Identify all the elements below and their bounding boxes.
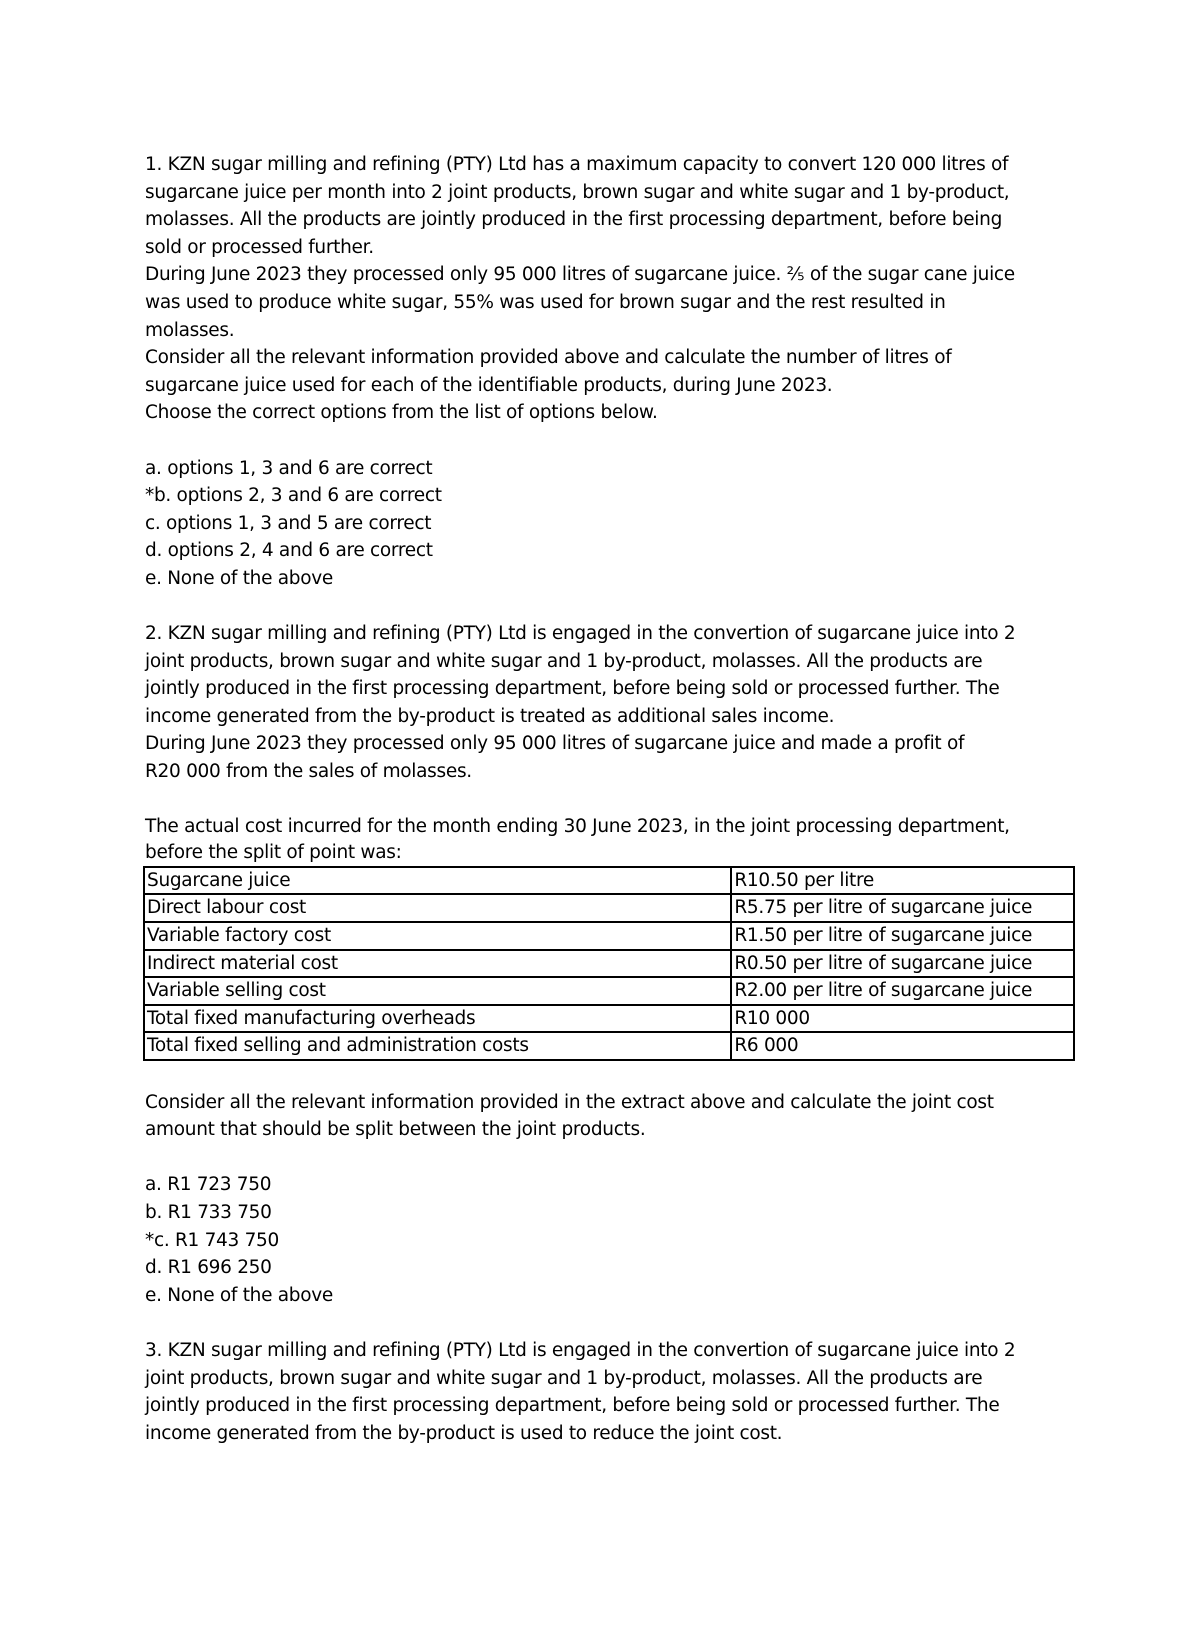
table-row [144, 867, 1074, 895]
question-2-option: d. R1 696 250 [145, 1257, 272, 1279]
paragraph-gap [145, 427, 1075, 455]
document-page [145, 151, 1075, 1447]
cost-label-cell: Variable factory cost [144, 922, 731, 950]
paragraph-gap [145, 1309, 1075, 1337]
question-3-line: joint products, brown sugar and white sugar and 1 by-product, molasses. All the products are [145, 1367, 983, 1389]
question-2-option: e. None of the above [145, 1284, 333, 1306]
cost-value-cell: R1.50 per litre of sugarcane juice [731, 922, 1074, 950]
question-2-line: joint products, brown sugar and white sugar and 1 by-product, molasses. All the products are [145, 650, 983, 672]
question-2-line: During June 2023 they processed only 95 000 litres of sugarcane juice and made a profit of [145, 733, 965, 755]
question-2-option: a. R1 723 750 [145, 1174, 272, 1196]
question-2-option: b. R1 733 750 [145, 1201, 272, 1223]
table-row [144, 922, 1074, 950]
question-1-line: molasses. [145, 319, 235, 341]
table-intro-line: before the split of point was: [145, 841, 402, 863]
question-2-option: *c. R1 743 750 [145, 1229, 279, 1251]
question-1-line: During June 2023 they processed only 95 000 litres of sugarcane juice. ⅖ of the sugar cane juice [145, 264, 1015, 286]
question-1-line: molasses. All the products are jointly produced in the first processing department, before being [145, 209, 1003, 231]
cost-value-cell: R5.75 per litre of sugarcane juice [731, 894, 1074, 922]
cost-value-cell: R6 000 [731, 1032, 1074, 1060]
cost-label-cell: Sugarcane juice [144, 867, 731, 895]
paragraph-gap [145, 1144, 1075, 1172]
question-2-line: income generated from the by-product is treated as additional sales income. [145, 705, 835, 727]
cost-label-cell: Direct labour cost [144, 894, 731, 922]
paragraph-gap [145, 1061, 1075, 1089]
question-2-line: jointly produced in the first processing department, before being sold or processed further. The [145, 678, 1000, 700]
question-1-option: d. options 2, 4 and 6 are correct [145, 540, 433, 562]
cost-label-cell: Total fixed selling and administration costs [144, 1032, 731, 1060]
cost-label-cell: Indirect material cost [144, 950, 731, 978]
table-row [144, 950, 1074, 978]
cost-label-cell: Total fixed manufacturing overheads [144, 1005, 731, 1033]
question-2-prompt-line: Consider all the relevant information provided in the extract above and calculate the joint cost [145, 1091, 994, 1113]
question-1-line: was used to produce white sugar, 55% was used for brown sugar and the rest resulted in [145, 291, 946, 313]
table-row [144, 1005, 1074, 1033]
question-2-prompt-line: amount that should be split between the joint products. [145, 1119, 646, 1141]
question-1 [145, 151, 1075, 593]
cost-label-cell: Variable selling cost [144, 977, 731, 1005]
question-1-line: sugarcane juice per month into 2 joint products, brown sugar and white sugar and 1 by-product, [145, 181, 1010, 203]
cost-value-cell: R10.50 per litre [731, 867, 1074, 895]
cost-value-cell: R0.50 per litre of sugarcane juice [731, 950, 1074, 978]
question-3 [145, 1337, 1075, 1447]
question-1-line: sugarcane juice used for each of the identifiable products, during June 2023. [145, 374, 833, 396]
question-1-option: e. None of the above [145, 567, 333, 589]
question-1-option: *b. options 2, 3 and 6 are correct [145, 485, 442, 507]
table-intro-line: The actual cost incurred for the month ending 30 June 2023, in the joint processing department, [145, 816, 1010, 838]
question-1-line: Consider all the relevant information provided above and calculate the number of litres of [145, 347, 952, 369]
question-1-line: Choose the correct options from the list of options below. [145, 402, 658, 424]
table-row [144, 1032, 1074, 1060]
paragraph-gap [145, 593, 1075, 621]
question-3-line: jointly produced in the first processing department, before being sold or processed further. The [145, 1395, 1000, 1417]
question-2-line: R20 000 from the sales of molasses. [145, 761, 472, 783]
question-1-option: c. options 1, 3 and 5 are correct [145, 512, 432, 534]
table-row [144, 894, 1074, 922]
cost-value-cell: R2.00 per litre of sugarcane juice [731, 977, 1074, 1005]
question-1-option: a. options 1, 3 and 6 are correct [145, 457, 433, 479]
question-1-line: sold or processed further. [145, 236, 374, 258]
cost-table [143, 866, 1075, 1061]
question-3-line: income generated from the by-product is used to reduce the joint cost. [145, 1422, 783, 1444]
paragraph-gap [145, 786, 1075, 814]
table-row [144, 977, 1074, 1005]
question-2-line: 2. KZN sugar milling and refining (PTY) Ltd is engaged in the convertion of sugarcane juice into 2 [145, 623, 1016, 645]
question-3-line: 3. KZN sugar milling and refining (PTY) Ltd is engaged in the convertion of sugarcane juice into 2 [145, 1339, 1016, 1361]
question-2 [145, 620, 1075, 1309]
question-1-line: 1. KZN sugar milling and refining (PTY) Ltd has a maximum capacity to convert 120 000 litres of [145, 154, 1009, 175]
cost-value-cell: R10 000 [731, 1005, 1074, 1033]
